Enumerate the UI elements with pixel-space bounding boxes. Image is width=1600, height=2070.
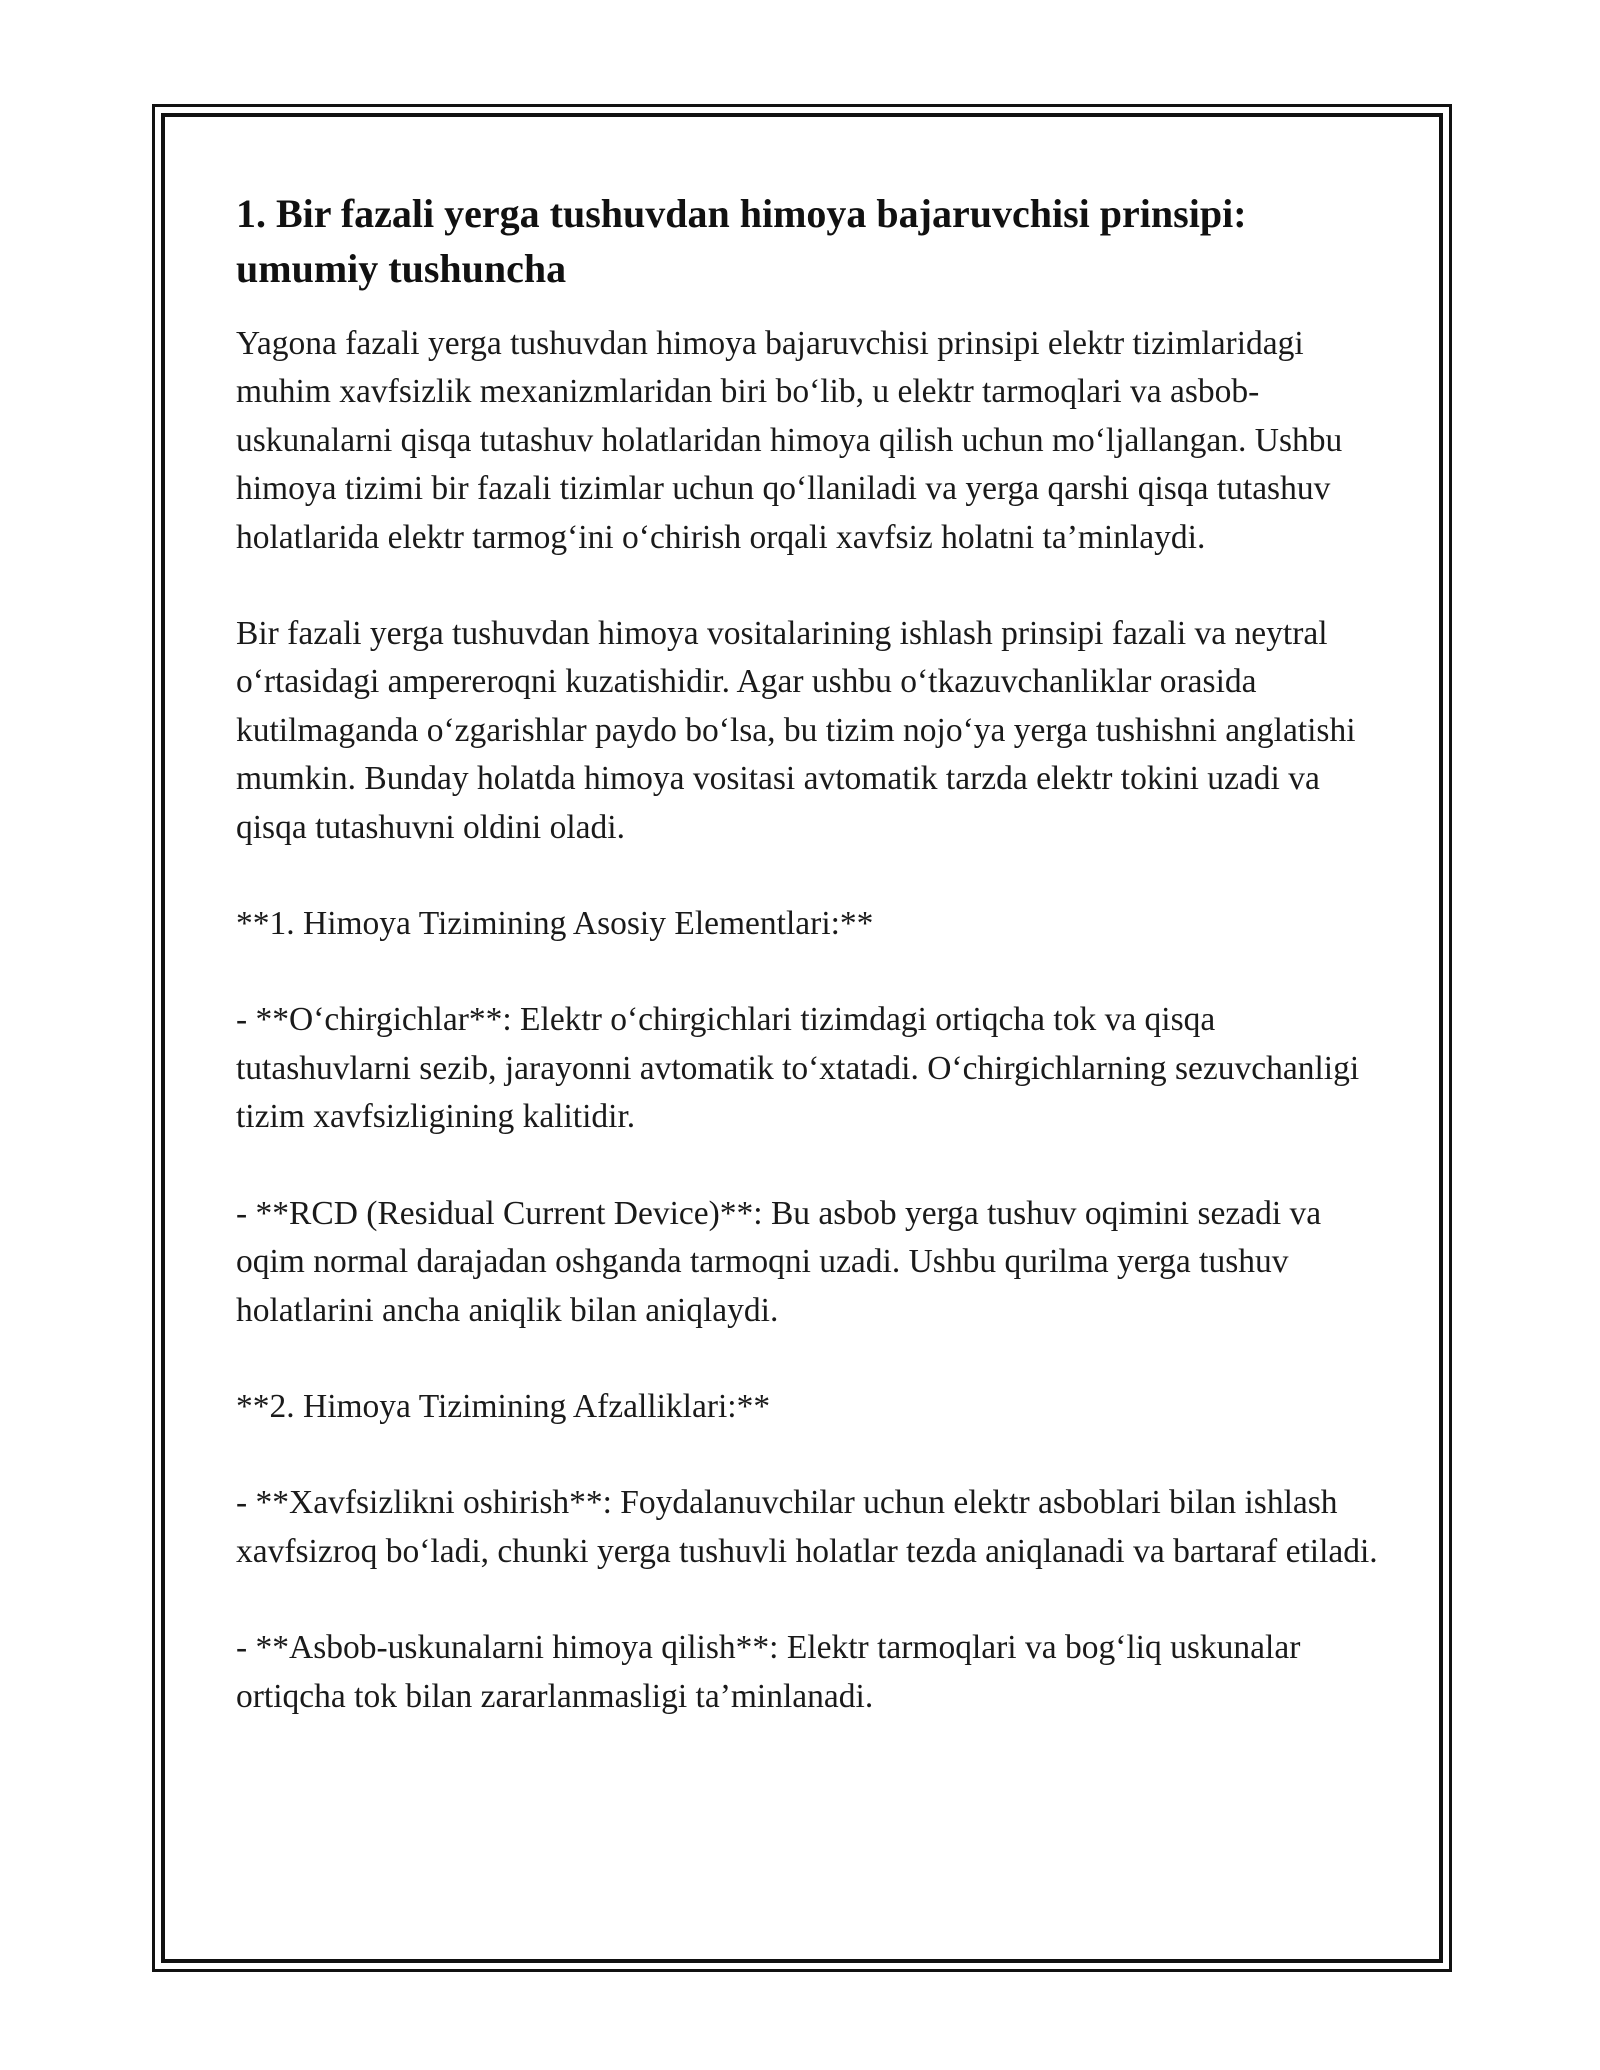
document-title: 1. Bir fazali yerga tushuvdan himoya bajaruvchisi prinsipi: umumiy tushuncha [236, 191, 1247, 291]
list-item-rcd: - **RCD (Residual Current Device)**: Bu asbob yerga tushuv oqimini sezadi va oqim normal darajadan oshganda tarmoqni uzadi. Ushbu qurilma yerga tushuv holatlarini ancha aniqlik bilan aniqlaydi. [236, 1194, 1322, 1329]
section-heading-elements: **1. Himoya Tizimining Asosiy Elementlari:** [236, 905, 874, 943]
paragraph-intro: Yagona fazali yerga tushuvdan himoya bajaruvchisi prinsipi elektr tizimlaridagi muhim xavfsizlik mexanizmlaridan biri bo‘lib, u elektr tarmoqlari va asbob-uskunalarni qisqa tutashuv holatlaridan himoya qilish uchun mo‘ljallangan. Ushbu himoya tizimi bir fazali tizimlar uchun qo‘llaniladi va yerga qarshi qisqa tutashuv holatlarida elektr tarmog‘ini o‘chirish orqali xavfsiz holatni ta’minlaydi. [236, 325, 1343, 556]
section-heading-advantages: **2. Himoya Tizimining Afzalliklari:** [236, 1387, 771, 1425]
list-item-equipment: - **Asbob-uskunalarni himoya qilish**: Elektr tarmoqlari va bog‘liq uskunalar ortiqcha tok bilan zararlanmasligi ta’minlanadi. [236, 1629, 1301, 1715]
document-body [236, 186, 1386, 1721]
list-item-safety: - **Xavfsizlikni oshirish**: Foydalanuvchilar uchun elektr asboblari bilan ishlash xavfsizroq bo‘ladi, chunki yerga tushuvli holatlar tezda aniqlanadi va bartaraf etiladi. [236, 1484, 1378, 1570]
list-item-breakers: - **O‘chirgichlar**: Elektr o‘chirgichlari tizimdagi ortiqcha tok va qisqa tutashuvlarni sezib, jarayonni avtomatik to‘xtatadi. O‘chirgichlarning sezuvchanligi tizim xavfsizligining kalitidir. [236, 1001, 1360, 1136]
paragraph-principle: Bir fazali yerga tushuvdan himoya vositalarining ishlash prinsipi fazali va neytral o‘rtasidagi ampereroqni kuzatishidir. Agar ushbu o‘tkazuvchanliklar orasida kutilmaganda o‘zgarishlar paydo bo‘lsa, bu tizim nojo‘ya yerga tushishni anglatishi mumkin. Bunday holatda himoya vositasi avtomatik tarzda elektr tokini uzadi va qisqa tutashuvni oldini oladi. [236, 615, 1356, 846]
